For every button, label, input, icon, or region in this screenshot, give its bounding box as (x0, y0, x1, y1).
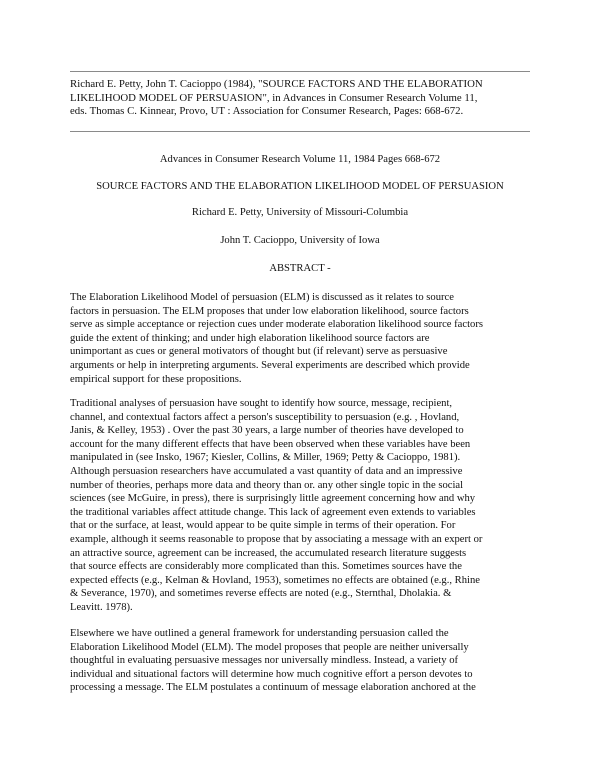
text-line: Elaboration Likelihood Model (ELM). The model proposes that people are neither universally (70, 641, 469, 653)
abstract-heading: ABSTRACT - (269, 263, 331, 274)
text-line: Janis, & Kelley, 1953) . Over the past 30 years, a large number of theories have developed to (70, 425, 464, 437)
text-line: that source effects are considerably more complicated than this. Sometimes sources have the (70, 561, 462, 573)
text-line: processing a message. The ELM postulates a continuum of message elaboration anchored at the (70, 682, 476, 694)
journal-line: Advances in Consumer Research Volume 11, 1984 Pages 668-672 (159, 154, 441, 165)
text-line: account for the many different effects that have been observed when these variables have been (70, 438, 471, 450)
text-line: sciences (see McGuire, in press), there is surprisingly little agreement concerning how and why (70, 493, 476, 505)
text-line: expected effects (e.g., Kelman & Hovland, 1953), sometimes no effects are obtained (e.g., Rhine (70, 574, 480, 586)
text-line: an attractive source, agreement can be increased, the accumulated research literature suggests (70, 547, 467, 559)
citation-line: LIKELIHOOD MODEL OF PERSUASION", in Advances in Consumer Research Volume 11, (70, 91, 478, 104)
text-line: Traditional analyses of persuasion have sought to identify how source, message, recipient, (70, 398, 453, 409)
abstract-paragraph (70, 291, 532, 386)
body-paragraph-2 (70, 627, 532, 695)
text-line: number of theories, perhaps more data and theory than or. any other single topic in the social (70, 479, 464, 491)
citation-line: eds. Thomas C. Kinnear, Provo, UT : Association for Consumer Research, Pages: 668-672. (70, 105, 464, 118)
text-line: example, although it seems reasonable to propose that by associating a message with an expert or (70, 533, 483, 545)
text-line: The Elaboration Likelihood Model of persuasion (ELM) is discussed as it relates to source (70, 292, 454, 303)
author-1: Richard E. Petty, University of Missouri-Columbia (191, 207, 409, 218)
text-line: channel, and contextual factors affect a person's susceptibility to persuasion (e.g. , Hovland, (70, 411, 460, 423)
text-line: Elsewhere we have outlined a general framework for understanding persuasion called the (70, 628, 449, 639)
text-line: unimportant as cues or general motivators of thought but (if relevant) serve as persuasive (70, 346, 448, 358)
text-line: empirical support for these propositions. (70, 373, 242, 385)
bottom-rule (70, 131, 530, 132)
text-line: arguments or help in interpreting arguments. Several experiments are described which provide (70, 359, 470, 371)
text-line: serve as simple acceptance or rejection cues under moderate elaboration likelihood source factors (70, 319, 483, 331)
text-line: Leavitt. 1978). (70, 601, 133, 613)
top-rule (70, 71, 530, 72)
text-line: thoughtful in evaluating persuasive messages nor universally mindless. Instead, a variety of (70, 655, 459, 667)
citation-block (70, 78, 532, 119)
text-line: that or the surface, at least, would appear to be quite simple in terms of their operation. For (70, 520, 456, 532)
text-line: guide the extent of thinking; and under high elaboration likelihood source factors are (70, 332, 430, 344)
body-paragraph-1 (70, 397, 532, 615)
author-2: John T. Cacioppo, University of Iowa (220, 235, 380, 246)
text-line: factors in persuasion. The ELM proposes that under low elaboration likelihood, source factors (70, 305, 469, 317)
paper-title: SOURCE FACTORS AND THE ELABORATION LIKELIHOOD MODEL OF PERSUASION (96, 181, 504, 192)
text-line: Although persuasion researchers have accumulated a vast quantity of data and an impressive (70, 465, 463, 477)
text-line: & Severance, 1970), and sometimes reverse effects are noted (e.g., Sternthal, Dholakia. & (70, 588, 452, 600)
text-line: individual and situational factors will determine how much cognitive effort a person devotes to (70, 668, 473, 680)
text-line: manipulated in (see Insko, 1967; Kiesler, Collins, & Miller, 1969; Petty & Cacioppo, 1981). (70, 452, 461, 464)
text-line: the traditional variables affect attitude change. This lack of agreement even extends to variables (70, 506, 476, 518)
citation-line: Richard E. Petty, John T. Cacioppo (1984), "SOURCE FACTORS AND THE ELABORATION (70, 78, 483, 90)
